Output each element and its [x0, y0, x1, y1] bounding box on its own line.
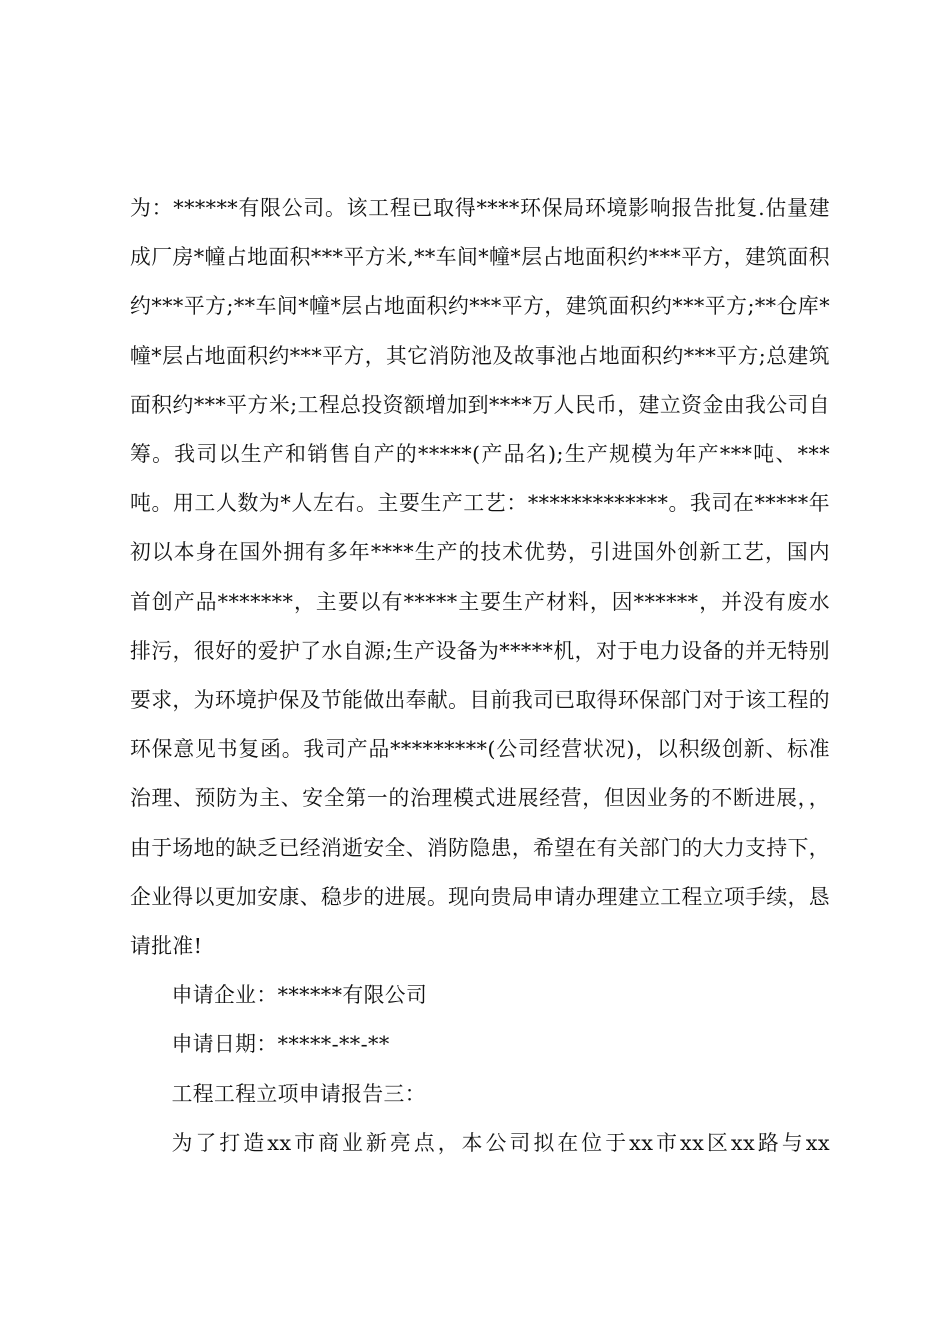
paragraph-project-description: 为：******有限公司。该工程已取得****环保局环境影响报告批复.估量建成厂房*幢占地面积***平方米,**车间*幢*层占地面积约***平方，建筑面积约***平方;**车间*幢*层占地面积约***平方，建筑面积约***平方;**仓库*幢*层占地面积约***平方，其它消防池及故事池占地面积约***平方;总建筑面积约***平方米;工程总投资额增加到****万人民币，建立资金由我公司自筹。我司以生产和销售自产的*****(产品名);生产规模为年产***吨、***吨。用工人数为*人左右。主要生产工艺：*************。我司在*****年初以本身在国外拥有多年****生产的技术优势，引进国外创新工艺，国内首创产品*******，主要以有*****主要生产材料，因******，并没有废水排污，很好的爱护了水自源;生产设备为*****机，对于电力设备的并无特别要求，为环境护保及节能做出奉献。目前我司已取得环保部门对于该工程的环保意见书复函。我司产品*********(公司经营状况)，以积级创新、标准治理、预防为主、安全第一的治理模式进展经营，但因业务的不断进展，，由于场地的缺乏已经消逝安全、消防隐患，希望在有关部门的大力支持下，企业得以更加安康、稳步的进展。现向贵局申请办理建立工程立项手续，恳请批准! [130, 196, 830, 959]
paragraph-next-report: 为了打造xx市商业新亮点，本公司拟在位于xx市xx区xx路与xx [171, 1130, 830, 1155]
paragraph-application-date: 申请日期：*****-**-** [171, 1032, 390, 1057]
paragraph-applicant: 申请企业：******有限公司 [171, 983, 428, 1008]
document-body [130, 184, 830, 1168]
paragraph-section-heading: 工程工程立项申请报告三： [171, 1081, 426, 1106]
